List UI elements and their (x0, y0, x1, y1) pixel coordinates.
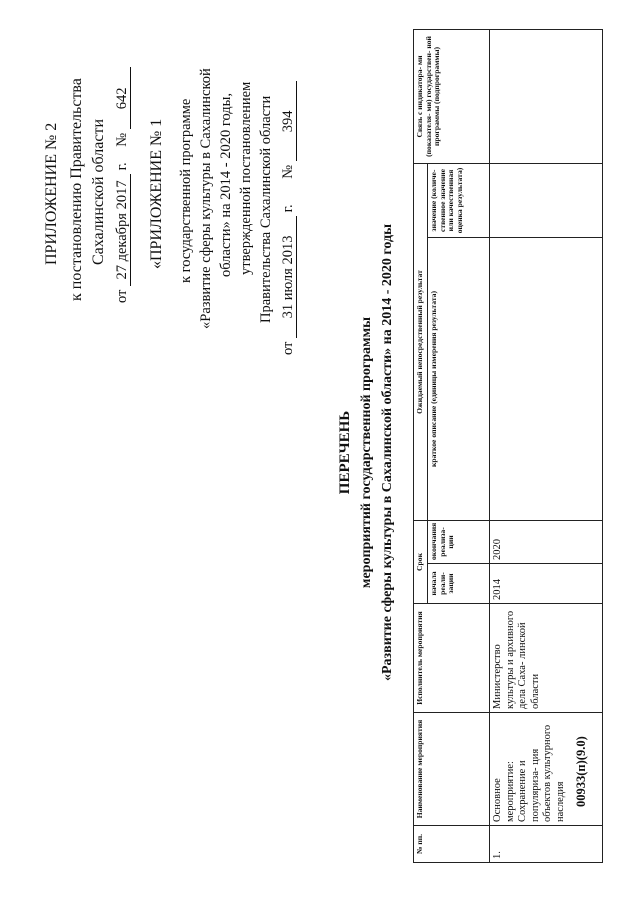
appendix1-line2: «Развитие сферы культуры в Сахалинской (198, 68, 214, 329)
document-code: 00933(п)(9.0) (574, 736, 588, 807)
appendix1-line1: к государственной программе (178, 98, 194, 283)
appendix1-number: 394 (281, 81, 297, 161)
appendix1-line3: области» на 2014 - 2020 годы, (218, 92, 234, 277)
heading-line1: мероприятий государственной программы (359, 316, 374, 589)
appendix2-g: г. (114, 162, 130, 171)
row-result-desc (490, 237, 603, 520)
header-executor: Исполнитель мероприятия (414, 604, 490, 713)
header-term-start: начала реали- зации (428, 564, 490, 604)
header-result: Ожидаемый непосредственный результат (414, 163, 428, 520)
table-header-row-1 (414, 29, 428, 862)
appendix1-title: «ПРИЛОЖЕНИЕ № 1 (148, 118, 165, 269)
row-end: 2020 (490, 520, 603, 563)
appendix2-line2: Сахалинской области (90, 118, 107, 265)
appendix2-title: ПРИЛОЖЕНИЕ № 2 (43, 122, 60, 265)
header-result-desc: краткое описание (единицы измерения результата) (428, 237, 490, 520)
row-num: 1. (490, 826, 603, 863)
appendix1-line4: утвержденной постановлением (238, 81, 254, 275)
appendix1-ot: от (280, 341, 296, 355)
header-result-value: значение (количе- ственное значение или качественная оценка результата) (428, 163, 490, 237)
heading-line2: «Развитие сферы культуры в Сахалинской области» на 2014 - 2020 годы (380, 223, 395, 682)
appendix1-line5: Правительства Сахалинской области (258, 95, 274, 323)
appendix1-no: № (280, 164, 296, 179)
appendix2-date: 27 декабря 2017 (115, 174, 131, 286)
row-name: Основное мероприятие: Сохранение и популяриза- ция объектов культурного наследия (490, 713, 603, 826)
header-link: Связь с индикатора- ми (показателя- ми) государствен- ной программы (подпрограммы) (414, 29, 490, 163)
row-result-value (490, 163, 603, 237)
header-term: Срок (414, 520, 428, 603)
appendix2-ot: от (114, 289, 130, 303)
appendix2-line1: к постановлению Правительства (68, 78, 85, 301)
appendix2-no: № (114, 132, 130, 147)
header-num: № пп. (414, 826, 490, 863)
header-name: Наименование мероприятия (414, 713, 490, 826)
row-link (490, 29, 603, 163)
row-start: 2014 (490, 564, 603, 604)
appendix2-date-line (114, 67, 131, 303)
header-term-end: окончания реализа- ции (428, 520, 490, 563)
heading-title: ПЕРЕЧЕНЬ (337, 410, 353, 495)
appendix1-date: 31 июля 2013 (281, 216, 297, 338)
appendix1-date-line (280, 81, 297, 355)
row-executor: Министерство культуры и архивного дела Саха- линской области (490, 604, 603, 713)
appendix1-g: г. (280, 204, 296, 213)
appendix2-number: 642 (115, 67, 131, 129)
